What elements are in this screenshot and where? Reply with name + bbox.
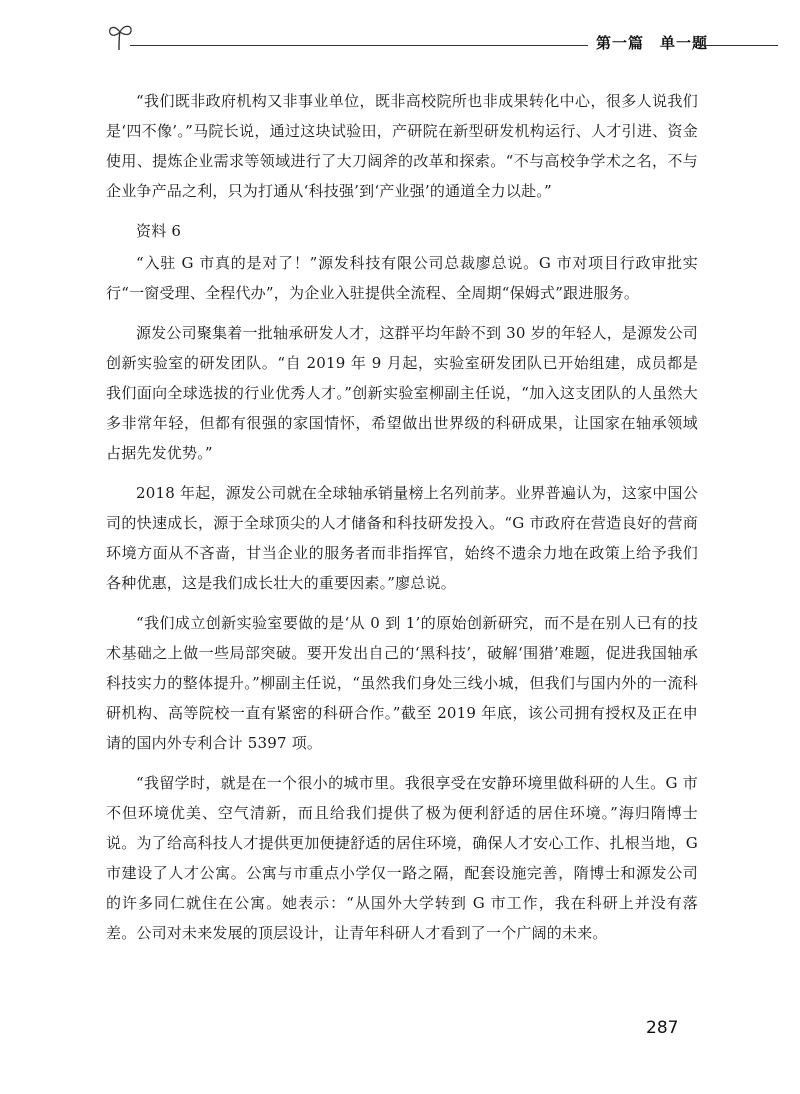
paragraph-1: “我们既非政府机构又非事业单位，既非高校院所也非成果转化中心，很多人说我们是‘四不像’。”马院长说，通过这块试验田，产研院在新型研发机构运行、人才引进、资金使用、提炼企业需求等领域进行了大刀阔斧的改革和探索。“不与高校争学术之名，不与企业争产品之利，只为打通从‘科技强’到‘产业强’的通道全力以赴。” [106,92,698,200]
page-header [108,22,778,58]
paragraph-2: “入驻 G 市真的是对了！”源发科技有限公司总裁廖总说。G 市对项目行政审批实行“一窗受理、全程代办”，为企业入驻提供全流程、全周期“保姆式”跟进服务。 [106,254,698,302]
paragraph-4: 2018 年起，源发公司就在全球轴承销量榜上名列前茅。业界普遍认为，这家中国公司的快速成长，源于全球顶尖的人才储备和科技研发投入。“G 市政府在营造良好的营商环境方面从不吝啬，甘当企业的服务者而非指挥官，始终不遗余力地在政策上给予我们各种优惠，这是我们成长壮大的重要因素。”廖总说。 [106,484,698,592]
header-rule-right [698,45,778,46]
header-rule-left [130,45,588,46]
page-number: 287 [646,1018,679,1038]
section-title: 第一篇 单一题 [596,34,709,52]
paragraph-6: “我留学时，就是在一个很小的城市里。我很享受在安静环境里做科研的人生。G 市不但环境优美、空气清新，而且给我们提供了极为便利舒适的居住环境。”海归隋博士说。为了给高科技人才提供更加便捷舒适的居住环境，确保人才安心工作、扎根当地，G 市建设了人才公寓。公寓与市重点小学仅一路之隔，配套设施完善，隋博士和源发公司的许多同仁就住在公寓。她表示：“从国外大学转到 G 市工作，我在科研上并没有落差。公司对未来发展的顶层设计，让青年科研人才看到了一个广阔的未来。 [106,774,698,942]
paragraph-3: 源发公司聚集着一批轴承研发人才，这群平均年龄不到 30 岁的年轻人，是源发公司创新实验室的研发团队。“自 2019 年 9 月起，实验室研发团队已开始组建，成员都是我们面向全球选拔的行业优秀人才。”创新实验室柳副主任说，“加入这支团队的人虽然大多非常年轻，但都有很强的家国情怀，希望做出世界级的科研成果，让国家在轴承领域占据先发优势。” [106,324,698,462]
material-heading: 资料 6 [136,222,182,240]
paragraph-5: “我们成立创新实验室要做的是‘从 0 到 1’的原始创新研究，而不是在别人已有的技术基础之上做一些局部突破。要开发出自己的‘黑科技’，破解‘围猎’难题，促进我国轴承科技实力的整体提升。”柳副主任说，“虽然我们身处三线小城，但我们与国内外的一流科研机构、高等院校一直有紧密的科研合作。”截至 2019 年底，该公司拥有授权及正在申请的国内外专利合计 5397 项。 [106,614,698,752]
sprout-icon [108,22,134,52]
body-text [106,86,698,958]
